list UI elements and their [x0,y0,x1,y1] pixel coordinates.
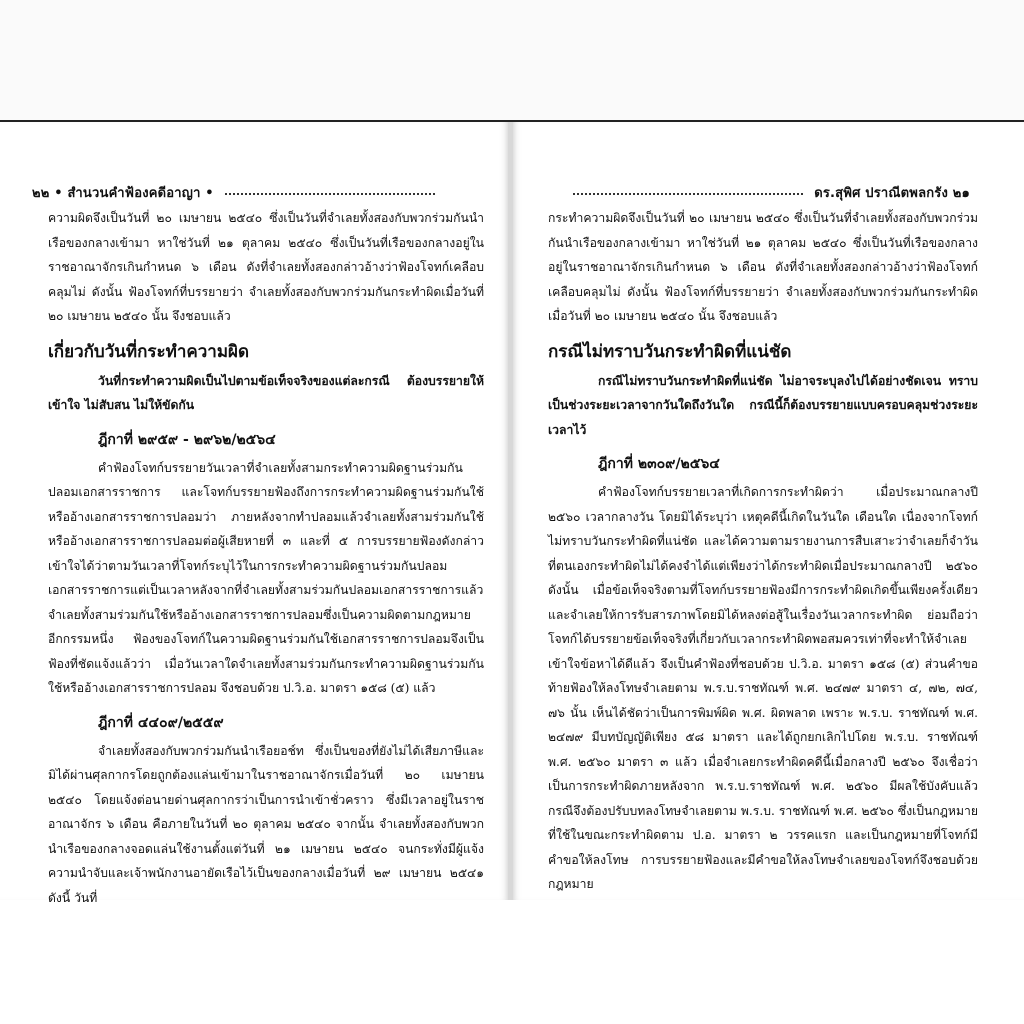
left-intro-paragraph: ความผิดจึงเป็นวันที่ ๒๐ เมษายน ๒๕๔๐ ซึ่งเป็นวันที่จำเลยทั้งสองกับพวกร่วมกันนำเรือของกลางเข้ามา หาใช่วันที่ ๒๑ ตุลาคม ๒๕๔๐ ซึ่งเป็นวันที่เรือของกลางอยู่ในราชอาณาจักรเกินกำหนด ๖ เดือน ดังที่จำเลยทั้งสองกล่าวอ้างว่าฟ้องโจทก์เคลือบคลุมไม่ ดังนั้น ฟ้องโจทก์ที่บรรยายว่า จำเลยทั้งสองกับพวกร่วมกันกระทำผิดเมื่อวันที่ ๒๐ เมษายน ๒๕๔๐ นั้น จึงชอบแล้ว [48,211,484,323]
left-header-dots [225,193,435,195]
left-section-lead: วันที่กระทำความผิดเป็นไปตามข้อเท็จจริงของแต่ละกรณี ต้องบรรยายให้เข้าใจ ไม่สับสน ไม่ให้ขัดกัน [48,373,484,412]
background-top [0,0,1024,120]
right-page-body [548,206,978,897]
left-page-body [48,206,484,910]
left-case1-text: คำฟ้องโจทก์บรรยายวันเวลาที่จำเลยทั้งสามกระทำความผิดฐานร่วมกันปลอมเอกสารราชการ และโจทก์บรรยายฟ้องถึงการกระทำความผิดฐานร่วมกันใช้หรืออ้างเอกสารราชการปลอมว่า ภายหลังจากทำปลอมแล้วจำเลยทั้งสามร่วมกันใช้หรืออ้างเอกสารราชการปลอมต่อผู้เสียหายที่ ๓ และที่ ๕ การบรรยายฟ้องดังกล่าวเข้าใจได้ว่าตามวันเวลาที่โจทก์ระบุไว้ในการกระทำความผิดฐานร่วมกันปลอมเอกสารราชการแต่เป็นเวลาหลังจากที่จำเลยทั้งสามร่วมกันปลอมเอกสารราชการแล้ว จำเลยทั้งสามร่วมกันใช้หรืออ้างเอกสารราชการปลอมซึ่งเป็นความผิดตามกฎหมายอีกกรรมหนึ่ง ฟ้องของโจทก์ในความผิดฐานร่วมกันใช้เอกสารราชการปลอมจึงเป็นฟ้องที่ชัดแจ้งแล้วว่า เมื่อวันเวลาใดจำเลยทั้งสามร่วมกันกระทำความผิดฐานร่วมกันใช้หรืออ้างเอกสารราชการปลอม จึงชอบด้วย ป.วิ.อ. มาตรา ๑๕๘ (๕) แล้ว [48,460,484,695]
left-case2-title: ฎีกาที่ ๔๔๐๙/๒๕๕๙ [98,714,224,731]
left-running-header [32,182,435,203]
left-case2-text: จำเลยทั้งสองกับพวกร่วมกันนำเรือยอช์ท ซึ่งเป็นของที่ยังไม่ได้เสียภาษีและมิได้ผ่านศุลกากรโดยถูกต้องแล่นเข้ามาในราชอาณาจักรเมื่อวันที่ ๒๐ เมษายน ๒๕๔๐ โดยแจ้งต่อนายด่านศุลกากรว่าเป็นการนำเข้าชั่วคราว ซึ่งมีเวลาอยู่ในราชอาณาจักร ๖ เดือน คือภายในวันที่ ๒๐ ตุลาคม ๒๕๔๐ จากนั้น จำเลยทั้งสองกับพวกนำเรือของกลางจอดแล่นใช้งานตั้งแต่วันที่ ๒๑ เมษายน ๒๕๔๐ จนกระทั่งมีผู้แจ้งความนำจับและเจ้าพนักงานอายัดเรือไว้เป็นของกลางเมื่อวันที่ ๒๙ เมษายน ๒๕๔๑ ดังนี้ วันที่ [48,743,484,905]
right-header-text: ดร.สุพิศ ปราณีตพลกรัง ๒๑ [814,186,970,201]
right-intro-paragraph: กระทำความผิดจึงเป็นวันที่ ๒๐ เมษายน ๒๕๔๐ ซึ่งเป็นวันที่จำเลยทั้งสองกับพวกร่วมกันนำเรือของกลางเข้ามา หาใช่วันที่ ๒๑ ตุลาคม ๒๕๔๐ ซึ่งเป็นวันที่เรือของกลางอยู่ในราชอาณาจักรเกินกำหนด ๖ เดือน ดังที่จำเลยทั้งสองกล่าวอ้างว่าฟ้องโจทก์เคลือบคลุมไม่ ดังนั้น ฟ้องโจทก์ที่บรรยายว่า จำเลยทั้งสองกับพวกร่วมกันกระทำผิดเมื่อวันที่ ๒๐ เมษายน ๒๕๔๐ นั้น จึงชอบแล้ว [548,211,978,323]
left-header-text: ๒๒ • สำนวนคำฟ้องคดีอาญา • [32,186,214,201]
left-section-title: เกี่ยวกับวันที่กระทำความผิด [48,341,250,362]
right-running-header [560,182,970,203]
right-section-title: กรณีไม่ทราบวันกระทำผิดที่แน่ชัด [548,341,792,362]
right-section-lead: กรณีไม่ทราบวันกระทำผิดที่แน่ชัด ไม่อาจระบุลงไปได้อย่างชัดเจน ทราบเป็นช่วงระยะเวลาจากวันใดถึงวันใด กรณีนี้ก็ต้องบรรยายแบบครอบคลุมช่วงระยะเวลาไว้ [548,373,978,437]
right-case-text: คำฟ้องโจทก์บรรยายเวลาที่เกิดการกระทำผิดว่า เมื่อประมาณกลางปี ๒๕๖๐ เวลากลางวัน โดยมิได้ระบุว่า เหตุคดีนี้เกิดในวันใด เดือนใด เนื่องจากโจทก์ไม่ทราบวันกระทำผิดที่แน่ชัด และได้ความตามรายงานการสืบเสาะว่าจำเลยก็จำวันที่ตนเองกระทำผิดไม่ได้คงจำได้แต่เพียงว่าได้กระทำผิดเมื่อประมาณกลางปี ๒๕๖๐ ดังนั้น เมื่อข้อเท็จจริงตามที่โจทก์บรรยายฟ้องมีการกระทำผิดเกิดขึ้นเพียงครั้งเดียวและจำเลยให้การรับสารภาพโดยมิได้หลงต่อสู้ในเรื่องวันเวลากระทำผิด ย่อมถือว่าโจทก์ได้บรรยายข้อเท็จจริงที่เกี่ยวกับเวลากระทำผิดพอสมควรเท่าที่จะทำให้จำเลยเข้าใจข้อหาได้ดีแล้ว จึงเป็นคำฟ้องที่ชอบด้วย ป.วิ.อ. มาตรา ๑๕๘ (๕) ส่วนคำขอท้ายฟ้องให้ลงโทษจำเลยตาม พ.ร.บ.ราชทัณฑ์ พ.ศ. ๒๔๗๙ มาตรา ๔, ๗๒, ๗๔, ๗๖ นั้น เห็นได้ชัดว่าเป็นการพิมพ์ผิด พ.ศ. ผิดพลาด เพราะ พ.ร.บ. ราชทัณฑ์ พ.ศ. ๒๔๗๙ มีบทบัญญัติเพียง ๕๘ มาตรา และได้ถูกยกเลิกไปโดย พ.ร.บ. ราชทัณฑ์ พ.ศ. ๒๕๖๐ มาตรา ๓ แล้ว เมื่อจำเลยกระทำผิดคดีนี้เมื่อกลางปี ๒๕๖๐ จึงเชื่อว่าเป็นการกระทำผิดภายหลังจาก พ.ร.บ.ราชทัณฑ์ พ.ศ. ๒๕๖๐ มีผลใช้บังคับแล้ว กรณีจึงต้องปรับบทลงโทษจำเลยตาม พ.ร.บ. ราชทัณฑ์ พ.ศ. ๒๕๖๐ ซึ่งเป็นกฎหมายที่ใช้ในขณะกระทำผิดตาม ป.อ. มาตรา ๒ วรรคแรก และเป็นกฎหมายที่โจทก์มีคำขอให้ลงโทษ การบรรยายฟ้องและมีคำขอให้ลงโทษจำเลยของโจทก์จึงชอบด้วยกฎหมาย [548,485,978,891]
left-case1-title: ฎีกาที่ ๒๙๕๙ - ๒๙๖๒/๒๕๖๔ [98,431,276,448]
right-header-dots [573,193,803,195]
right-case-title: ฎีกาที่ ๒๓๐๙/๒๕๖๔ [598,456,720,472]
